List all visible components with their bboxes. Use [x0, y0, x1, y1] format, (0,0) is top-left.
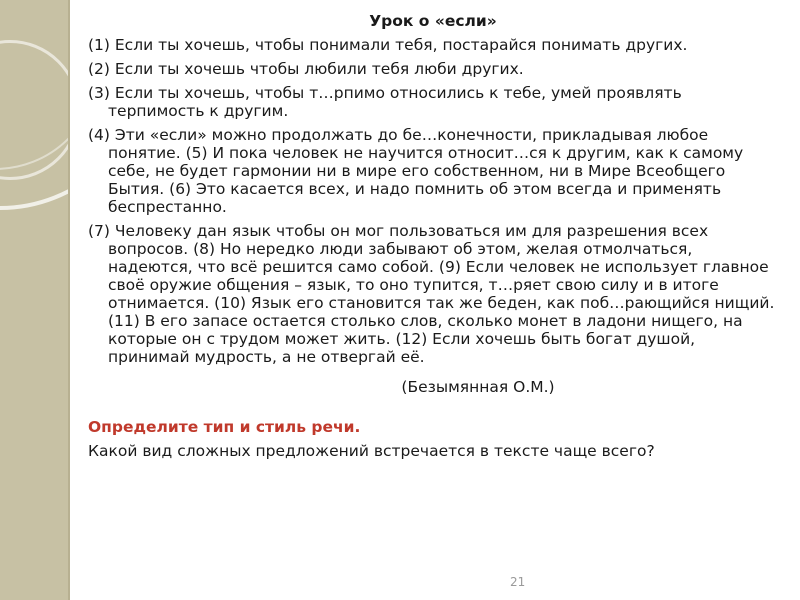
page-number: 21	[510, 575, 526, 589]
paragraph-3: (3) Если ты хочешь, чтобы т…рпимо относились к тебе, умей проявлять терпимость к другим.	[88, 84, 682, 120]
sidebar-divider	[68, 0, 70, 600]
paragraph-5: (7) Человеку дан язык чтобы он мог пользоваться им для разрешения всех вопросов. (8) Но нередко люди забывают об этом, желая отмолчаться, надеются, что всё решится само собой. (9) Если человек не использует главное своё оружие общения – язык, то оно тупится, т…ряет свою силу и в итоге отнимается. (10) Язык его становится так же беден, как поб…рающийся нищий. (11) В его запасе остается столько слов, сколько монет в ладони нищего, на которые он с трудом может жить. (12) Если хочешь быть богат душой, принимай мудрость, а не отвергай её.	[88, 222, 775, 366]
author-signature: (Безымянная О.М.)	[401, 378, 555, 396]
decorative-sidebar	[0, 0, 68, 600]
task-question: Какой вид сложных предложений встречается в тексте чаще всего?	[88, 442, 655, 460]
decorative-ring	[0, 40, 68, 180]
slide-title: Урок о «если»	[369, 12, 497, 30]
paragraph-2: (2) Если ты хочешь чтобы любили тебя люби других.	[88, 60, 524, 78]
task-heading: Определите тип и стиль речи.	[88, 418, 361, 436]
paragraph-4: (4) Эти «если» можно продолжать до бе…конечности, прикладывая любое понятие. (5) И пока человек не научится относит…ся к другим, как к самому себе, не будет гармонии ни в мире его собственном, ни в Мире Всеобщего Бытия. (6) Это касается всех, и надо помнить об этом всегда и применять беспрестанно.	[88, 126, 744, 216]
paragraph-1: (1) Если ты хочешь, чтобы понимали тебя, постарайся понимать других.	[88, 36, 688, 54]
slide-content	[88, 8, 778, 460]
